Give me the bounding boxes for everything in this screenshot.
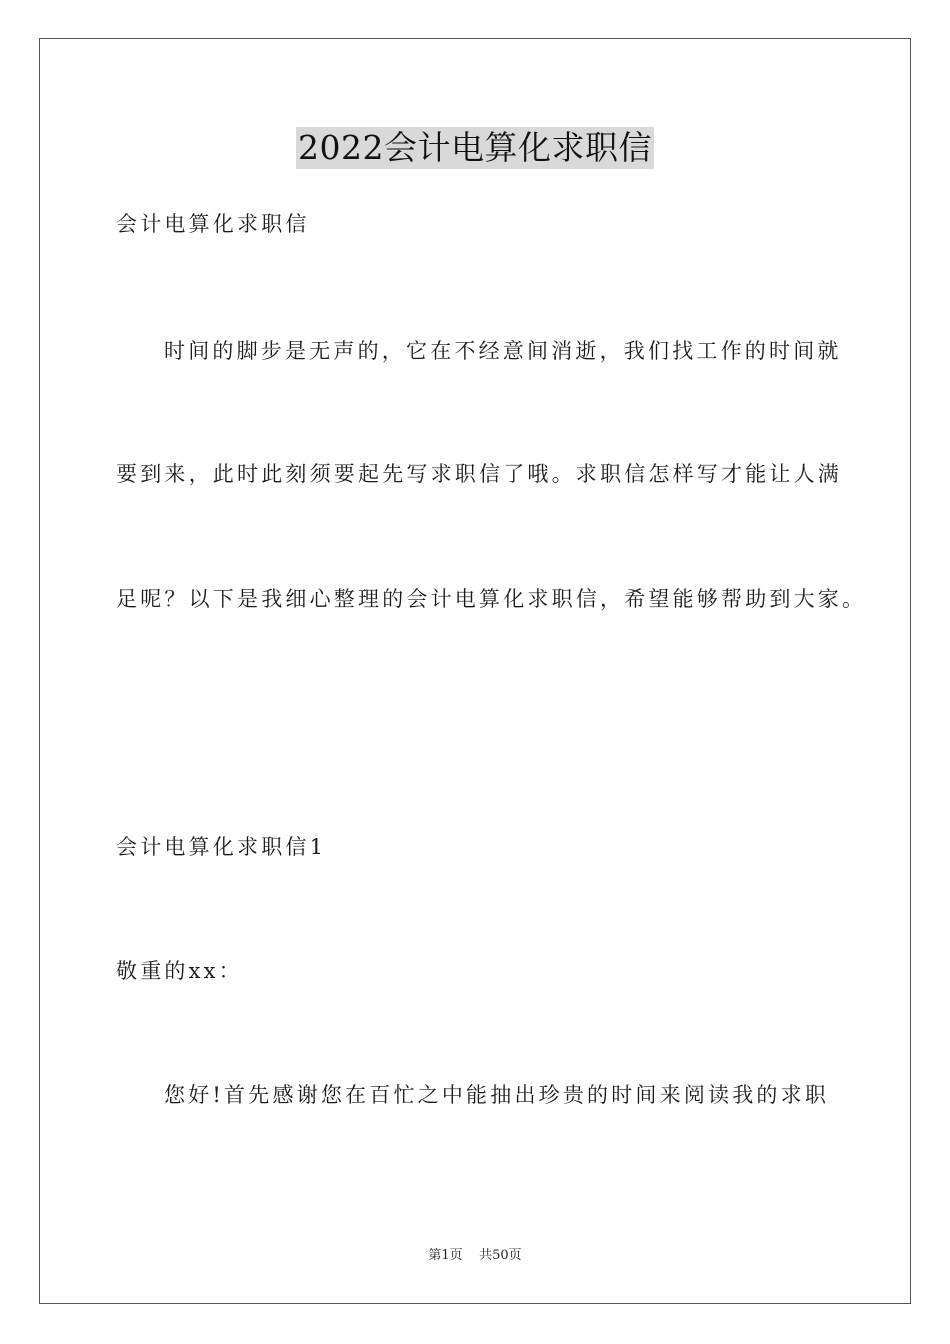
title-container bbox=[0, 127, 950, 169]
paragraph-line: 要到来，此时此刻须要起先写求职信了哦。求职信怎样写才能让人满 bbox=[116, 462, 842, 486]
page-total: 共50页 bbox=[479, 1248, 522, 1263]
page-footer bbox=[0, 1247, 950, 1265]
salutation: 敬重的xx： bbox=[116, 959, 243, 983]
section-heading: 会计电算化求职信1 bbox=[116, 835, 327, 859]
document-title: 2022会计电算化求职信 bbox=[298, 128, 652, 167]
paragraph-line: 足呢？以下是我细心整理的会计电算化求职信，希望能够帮助到大家。 bbox=[116, 587, 867, 611]
page-number: 第1页 bbox=[428, 1248, 463, 1263]
paragraph-line: 时间的脚步是无声的，它在不经意间消逝，我们找工作的时间就 bbox=[164, 339, 842, 363]
body-paragraph-line: 您好!首先感谢您在百忙之中能抽出珍贵的时间来阅读我的求职 bbox=[164, 1083, 830, 1107]
document-subtitle: 会计电算化求职信 bbox=[116, 212, 310, 236]
